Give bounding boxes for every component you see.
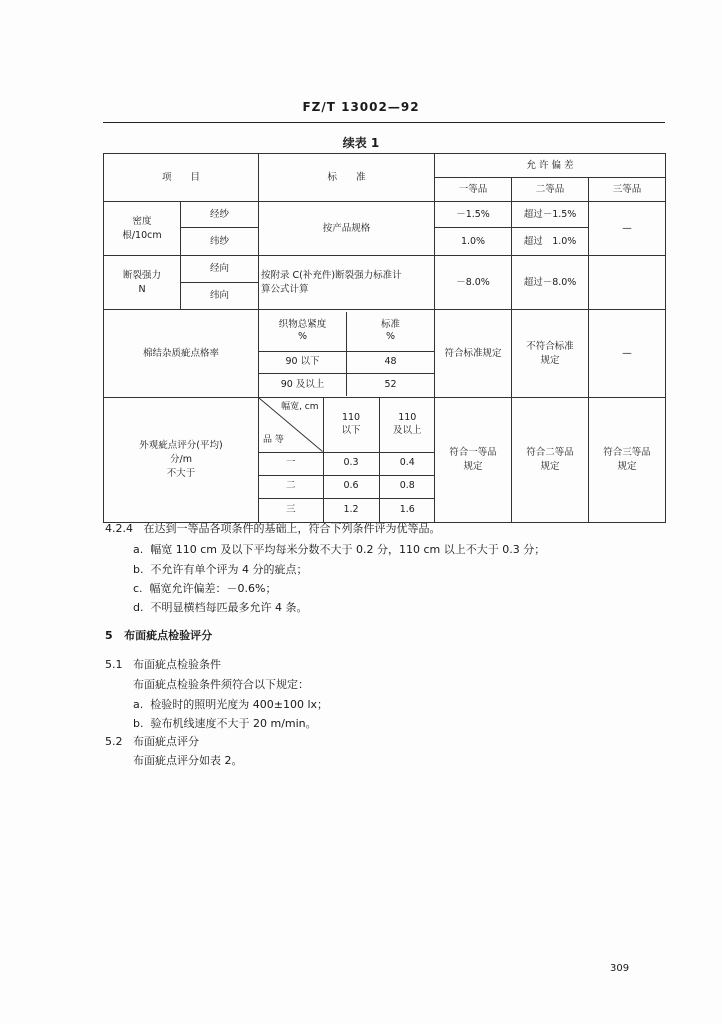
section-5-2-text: 布面疵点评分如表 2。 xyxy=(133,754,243,767)
header-grade-third: 三等品 xyxy=(589,178,666,202)
strength-third xyxy=(589,256,666,310)
appearance-second: 符合二等品 规定 xyxy=(512,398,589,523)
appearance-diagonal-header xyxy=(259,398,323,452)
strength-first: －8.0% xyxy=(435,256,512,310)
standard-number-header: FZ/T 13002—92 xyxy=(302,100,420,114)
neps-subtable xyxy=(259,312,434,396)
appearance-v2-grade-3: 1.6 xyxy=(379,498,435,522)
diag-width-label: 幅宽, cm xyxy=(281,402,319,412)
density-second-weft: 超过 1.0% xyxy=(512,228,589,256)
appearance-v1-grade-3: 1.2 xyxy=(323,498,379,522)
appearance-third: 符合三等品 规定 xyxy=(589,398,666,523)
appearance-col-110-above: 110 及以上 xyxy=(379,398,435,452)
appearance-v1-grade-2: 0.6 xyxy=(323,475,379,498)
appearance-col-110-below: 110 以下 xyxy=(323,398,379,452)
appearance-label: 外观疵点评分(平均) 分/m 不大于 xyxy=(104,398,259,523)
header-deviation: 允 许 偏 差 xyxy=(435,154,666,178)
section-4-2-4: 4.2.4 在达到一等品各项条件的基础上，符合下列条件评为优等品。 xyxy=(105,522,441,535)
header-grade-second: 二等品 xyxy=(512,178,589,202)
density-first-weft: 1.0% xyxy=(435,228,512,256)
density-weft: 纬纱 xyxy=(181,228,259,256)
neps-header-tightness: 织物总紧度 % xyxy=(259,312,347,352)
diag-grade-label: 品 等 xyxy=(263,434,284,445)
header-rule xyxy=(103,122,665,123)
strength-warp: 经向 xyxy=(181,256,259,283)
appearance-grade-1: 一 xyxy=(259,452,323,475)
neps-label: 棉结杂质疵点格率 xyxy=(104,310,259,398)
neps-second: 不符合标准 规定 xyxy=(512,310,589,398)
appearance-subtable-cell xyxy=(259,398,435,523)
header-item: 项 目 xyxy=(104,154,259,202)
density-first-warp: －1.5% xyxy=(435,202,512,228)
neps-first: 符合标准规定 xyxy=(435,310,512,398)
header-standard: 标 准 xyxy=(259,154,435,202)
strength-label: 断裂强力 N xyxy=(104,256,181,310)
strength-weft: 纬向 xyxy=(181,283,259,310)
neps-standard-2: 52 xyxy=(347,374,435,396)
appearance-grade-3: 三 xyxy=(259,498,323,522)
table-caption: 续表 1 xyxy=(342,136,380,150)
header-grade-first: 一等品 xyxy=(435,178,512,202)
section-5-1-heading: 5.1 布面疵点检验条件 xyxy=(105,658,221,671)
density-warp: 经纱 xyxy=(181,202,259,228)
neps-tightness-2: 90 及以上 xyxy=(259,374,347,396)
appearance-v1-grade-1: 0.3 xyxy=(323,452,379,475)
density-third: — xyxy=(589,202,666,256)
item-5-1-a: a. 检验时的照明光度为 400±100 lx； xyxy=(133,698,329,711)
item-4-2-4-b: b. 不允许有单个评为 4 分的疵点； xyxy=(133,563,308,576)
strength-second: 超过－8.0% xyxy=(512,256,589,310)
strength-standard: 按附录 C(补充件)断裂强力标准计 算公式计算 xyxy=(259,256,435,310)
item-4-2-4-a: a. 幅宽 110 cm 及以下平均每米分数不大于 0.2 分，110 cm 以上不大于 0.3 分； xyxy=(133,543,546,556)
page-number: 309 xyxy=(610,963,630,974)
continued-table-1 xyxy=(103,153,666,523)
item-4-2-4-d: d. 不明显横档每匹最多允许 4 条。 xyxy=(133,601,308,614)
item-5-1-b: b. 验布机线速度不大于 20 m/min。 xyxy=(133,717,317,730)
neps-standard-1: 48 xyxy=(347,352,435,374)
appearance-first: 符合一等品 规定 xyxy=(435,398,512,523)
neps-header-standard: 标准 % xyxy=(347,312,435,352)
section-5-heading: 5 布面疵点检验评分 xyxy=(105,629,213,642)
item-4-2-4-c: c. 幅宽允许偏差：－0.6%； xyxy=(133,582,277,595)
neps-subtable-cell xyxy=(259,310,435,398)
section-5-1-intro: 布面疵点检验条件须符合以下规定： xyxy=(133,678,309,691)
appearance-v2-grade-2: 0.8 xyxy=(379,475,435,498)
appearance-grade-2: 二 xyxy=(259,475,323,498)
neps-tightness-1: 90 以下 xyxy=(259,352,347,374)
density-label: 密度 根/10cm xyxy=(104,202,181,256)
density-second-warp: 超过－1.5% xyxy=(512,202,589,228)
appearance-v2-grade-1: 0.4 xyxy=(379,452,435,475)
section-5-2-heading: 5.2 布面疵点评分 xyxy=(105,735,199,748)
appearance-subtable xyxy=(259,398,435,522)
neps-third: — xyxy=(589,310,666,398)
density-standard: 按产品规格 xyxy=(259,202,435,256)
